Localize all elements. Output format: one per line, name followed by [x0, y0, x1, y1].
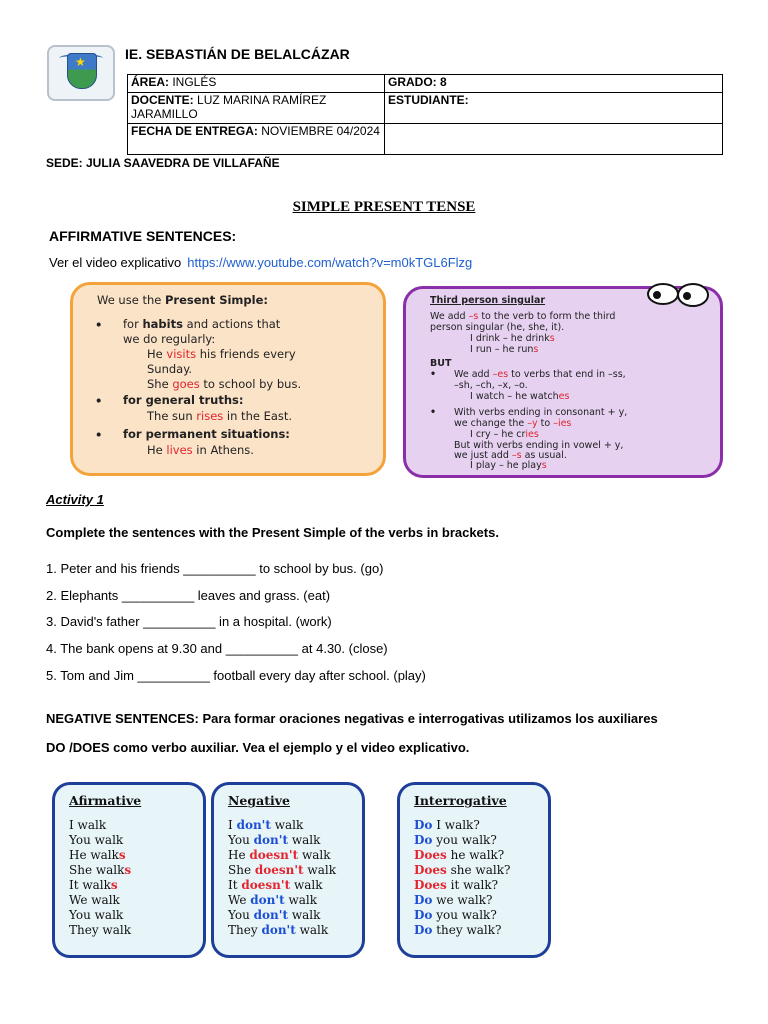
- negative-text-line-1: NEGATIVE SENTENCES: Para formar oraciones negativas e interrogativas utilizamos los auxiliares: [46, 711, 658, 726]
- third-line-3: I drink – he drinks: [470, 333, 555, 344]
- row-auxiliary: don't: [250, 893, 285, 907]
- bullet-icon: •: [95, 394, 103, 408]
- star-icon: ★: [75, 55, 86, 69]
- sentence-4: 4. The bank opens at 9.30 and __________ at 4.30. (close): [46, 641, 388, 656]
- row-auxiliary: Do: [414, 923, 433, 937]
- third-line-1: We add –s to the verb to form the third: [430, 311, 616, 322]
- conjugation-row: [228, 848, 336, 863]
- conjugation-row: [228, 818, 336, 833]
- row-text: You walk: [69, 908, 124, 922]
- row-verb: walk: [295, 923, 329, 937]
- card-heading: Afirmative: [69, 793, 142, 808]
- conjugation-row: [228, 923, 336, 938]
- conjugation-row: [69, 923, 131, 938]
- row-ending: s: [124, 863, 132, 877]
- conjugation-row: [228, 833, 336, 848]
- third-line-7: –sh, –ch, –x, –o.: [454, 380, 528, 391]
- cartoon-eyes-icon: [643, 278, 713, 308]
- estudiante-cell: ESTUDIANTE:: [385, 93, 723, 124]
- row-text: He walk: [69, 848, 119, 862]
- row-rest: they walk?: [432, 923, 502, 937]
- conjugation-row: [69, 908, 131, 923]
- row-ending: s: [118, 848, 126, 862]
- row-subject: I: [228, 818, 237, 832]
- negative-card: [211, 782, 365, 958]
- grado-cell: GRADO: 8: [385, 75, 723, 93]
- uses-line-9: for permanent situations:: [123, 427, 290, 441]
- conjugation-row: [69, 893, 131, 908]
- row-rest: you walk?: [432, 833, 497, 847]
- sentence-2: 2. Elephants __________ leaves and grass. (eat): [46, 588, 331, 603]
- uses-line-4: He visits his friends every: [147, 347, 296, 361]
- bullet-icon: •: [95, 318, 103, 332]
- conjugation-row: [414, 908, 510, 923]
- affirmative-rows: [69, 818, 131, 938]
- third-person-box: [403, 286, 723, 478]
- conjugation-row: [69, 818, 131, 833]
- third-line-14: I play – he plays: [470, 460, 547, 471]
- conjugation-row: [414, 923, 510, 938]
- conjugation-row: [228, 908, 336, 923]
- row-auxiliary: doesn't: [254, 863, 304, 877]
- row-auxiliary: Do: [414, 818, 433, 832]
- row-auxiliary: don't: [253, 833, 288, 847]
- third-line-13: we just add –s as usual.: [454, 450, 567, 461]
- row-verb: walk: [284, 893, 317, 907]
- conjugation-row: [228, 863, 336, 878]
- bullet-icon: •: [95, 428, 103, 442]
- card-heading: Negative: [228, 793, 290, 808]
- conjugation-row: [414, 833, 510, 848]
- school-name: IE. SEBASTIÁN DE BELALCÁZAR: [125, 46, 350, 62]
- row-text: I walk: [69, 818, 107, 832]
- uses-line-6: She goes to school by bus.: [147, 377, 302, 391]
- uses-line-5: Sunday.: [147, 362, 193, 376]
- interrogative-card: [397, 782, 551, 958]
- row-auxiliary: Do: [414, 908, 433, 922]
- school-logo: [47, 45, 115, 101]
- conjugation-row: [69, 833, 131, 848]
- third-line-12: But with verbs ending in vowel + y,: [454, 440, 624, 451]
- row-rest: I walk?: [432, 818, 480, 832]
- video-link[interactable]: https://www.youtube.com/watch?v=m0kTGL6Flzg: [187, 255, 473, 270]
- row-text: You walk: [69, 833, 124, 847]
- row-text: It walk: [69, 878, 111, 892]
- conjugation-row: [69, 848, 131, 863]
- page-title: SIMPLE PRESENT TENSE: [292, 199, 476, 215]
- uses-line-2: for habits and actions that: [123, 317, 281, 331]
- row-ending: s: [110, 878, 118, 892]
- row-auxiliary: Does: [414, 878, 447, 892]
- row-verb: walk: [288, 908, 321, 922]
- row-subject: He: [228, 848, 250, 862]
- row-auxiliary: Does: [414, 848, 447, 862]
- row-rest: we walk?: [432, 893, 493, 907]
- row-rest: he walk?: [446, 848, 505, 862]
- row-auxiliary: Do: [414, 833, 433, 847]
- uses-line-8: The sun rises in the East.: [147, 409, 293, 423]
- row-auxiliary: don't: [236, 818, 271, 832]
- row-auxiliary: doesn't: [249, 848, 299, 862]
- affirmative-card: [52, 782, 206, 958]
- activity-instructions: Complete the sentences with the Present Simple of the verbs in brackets.: [46, 525, 499, 540]
- negative-rows: [228, 818, 336, 938]
- uses-box: [70, 282, 386, 476]
- conjugation-row: [414, 893, 510, 908]
- conjugation-row: [69, 863, 131, 878]
- row-verb: walk: [303, 863, 336, 877]
- third-line-5: BUT: [430, 358, 452, 369]
- third-line-9: With verbs ending in consonant + y,: [454, 407, 628, 418]
- row-text: We walk: [69, 893, 120, 907]
- conjugation-row: [414, 848, 510, 863]
- row-auxiliary: don't: [261, 923, 296, 937]
- empty-cell: [385, 124, 723, 155]
- uses-line-1: We use the Present Simple:: [97, 293, 268, 307]
- row-auxiliary: Does: [414, 863, 447, 877]
- row-subject: You: [228, 833, 254, 847]
- affirmative-heading: AFFIRMATIVE SENTENCES:: [49, 228, 237, 244]
- uses-line-3: we do regularly:: [123, 332, 216, 346]
- row-subject: She: [228, 863, 255, 877]
- fecha-cell: FECHA DE ENTREGA: NOVIEMBRE 04/2024: [128, 124, 385, 155]
- row-text: They walk: [69, 923, 131, 937]
- row-rest: she walk?: [446, 863, 511, 877]
- row-auxiliary: don't: [253, 908, 288, 922]
- row-verb: walk: [288, 833, 321, 847]
- uses-line-7: for general truths:: [123, 393, 244, 407]
- conjugation-row: [414, 863, 510, 878]
- info-table: [127, 74, 723, 155]
- sentence-1: 1. Peter and his friends __________ to school by bus. (go): [46, 561, 384, 576]
- bullet-icon: •: [430, 369, 437, 380]
- row-rest: it walk?: [446, 878, 499, 892]
- activity-title: Activity 1: [46, 492, 104, 507]
- row-verb: walk: [298, 848, 331, 862]
- video-line: [49, 255, 472, 270]
- sentence-3: 3. David's father __________ in a hospital. (work): [46, 614, 332, 629]
- third-line-10: we change the –y to –ies: [454, 418, 572, 429]
- third-line-11: I cry – he cries: [470, 429, 539, 440]
- third-line-6: We add –es to verbs that end in –ss,: [454, 369, 626, 380]
- row-auxiliary: doesn't: [241, 878, 291, 892]
- conjugation-row: [228, 893, 336, 908]
- conjugation-row: [228, 878, 336, 893]
- third-line-2: person singular (he, she, it).: [430, 322, 565, 333]
- bullet-icon: •: [430, 407, 437, 418]
- third-line-4: I run – he runs: [470, 344, 539, 355]
- card-heading: Interrogative: [414, 793, 507, 808]
- area-cell: ÁREA: INGLÉS: [128, 75, 385, 93]
- sentence-5: 5. Tom and Jim __________ football every day after school. (play): [46, 668, 426, 683]
- row-subject: They: [228, 923, 262, 937]
- row-subject: We: [228, 893, 251, 907]
- conjugation-row: [414, 878, 510, 893]
- row-verb: walk: [290, 878, 323, 892]
- row-text: She walk: [69, 863, 125, 877]
- conjugation-row: [69, 878, 131, 893]
- row-verb: walk: [270, 818, 304, 832]
- uses-line-10: He lives in Athens.: [147, 443, 254, 457]
- conjugation-row: [414, 818, 510, 833]
- third-line-8: I watch – he watches: [470, 391, 570, 402]
- interrogative-rows: [414, 818, 510, 938]
- row-auxiliary: Do: [414, 893, 433, 907]
- row-rest: you walk?: [432, 908, 497, 922]
- row-subject: You: [228, 908, 254, 922]
- row-subject: It: [228, 878, 242, 892]
- video-text: Ver el video explicativo: [49, 255, 182, 270]
- sede-label: SEDE: JULIA SAAVEDRA DE VILLAFAÑE: [46, 156, 280, 170]
- docente-cell: DOCENTE: LUZ MARINA RAMÍREZ JARAMILLO: [128, 93, 385, 124]
- third-heading: Third person singular: [430, 295, 546, 306]
- negative-text-line-2: DO /DOES como verbo auxiliar. Vea el ejemplo y el video explicativo.: [46, 740, 470, 755]
